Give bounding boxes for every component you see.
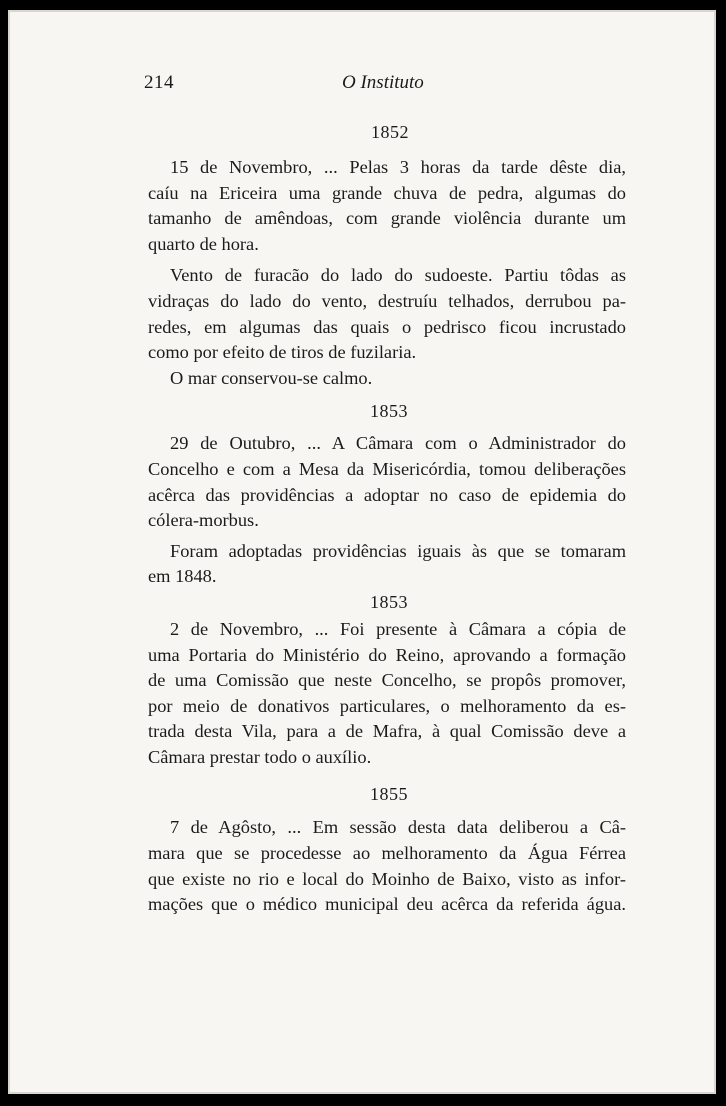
- text-line: em 1848.: [148, 566, 217, 587]
- entry-paragraph: [148, 539, 626, 590]
- page-header: [144, 72, 624, 98]
- text-line: quarto de hora.: [148, 233, 259, 254]
- text-line: cólera-morbus.: [148, 510, 259, 531]
- book-page: [8, 10, 716, 1094]
- text-line: 29 de Outubro, ... A Câmara com o Administrador do: [170, 433, 626, 454]
- entry-paragraph: [148, 263, 626, 365]
- text-line: Câmara prestar todo o auxílio.: [148, 746, 372, 767]
- text-line: Foram adoptadas providências iguais às que se tomaram: [170, 540, 626, 561]
- text-line: acêrca das providências a adoptar no caso de epidemia do: [148, 484, 626, 505]
- year-heading: 1853: [370, 591, 408, 612]
- entry-paragraph: [148, 366, 626, 392]
- page-body: [148, 120, 626, 918]
- year-heading: 1852: [371, 122, 409, 142]
- text-line: por meio de donativos particulares, o melhoramento da es-: [148, 695, 626, 716]
- entry-paragraph: [148, 431, 626, 533]
- entry-paragraph: [148, 617, 626, 771]
- text-line: trada desta Vila, para a de Mafra, à qual Comissão deve a: [148, 721, 626, 742]
- text-line: vidraças do lado do vento, destruíu telhados, derrubou pa-: [148, 290, 626, 311]
- text-line: 2 de Novembro, ... Foi presente à Câmara a cópia de: [170, 618, 626, 639]
- text-line: tamanho de amêndoas, com grande violência durante um: [148, 208, 626, 229]
- text-line: redes, em algumas das quais o pedrisco ficou incrustado: [148, 316, 626, 337]
- entry-paragraph: [148, 155, 626, 257]
- chronicle-entry-1852: [148, 120, 626, 391]
- text-line: Vento de furacão do lado do sudoeste. Partiu tôdas as: [170, 265, 626, 286]
- text-line: caíu na Ericeira uma grande chuva de pedra, algumas do: [148, 182, 626, 203]
- text-line: Concelho e com a Mesa da Misericórdia, tomou deliberações: [148, 458, 626, 479]
- text-line: 7 de Agôsto, ... Em sessão desta data deliberou a Câ-: [170, 817, 626, 838]
- entry-paragraph: [148, 815, 626, 917]
- chronicle-entry-1855: [148, 782, 626, 917]
- chronicle-entry-1853-november: [148, 590, 626, 771]
- text-line: que existe no rio e local do Moinho de Baixo, visto as infor-: [148, 868, 626, 889]
- text-line: 15 de Novembro, ... Pelas 3 horas da tarde dêste dia,: [170, 157, 626, 177]
- chronicle-entry-1853-october: [148, 399, 626, 590]
- text-line: mações que o médico municipal deu acêrca da referida água.: [148, 894, 626, 915]
- text-line: O mar conservou-se calmo.: [170, 367, 373, 388]
- running-title: O Instituto: [342, 72, 424, 93]
- year-heading: 1855: [370, 784, 408, 805]
- text-line: de uma Comissão que neste Concelho, se propôs promover,: [148, 670, 626, 691]
- year-heading: 1853: [370, 401, 408, 422]
- text-line: mara que se procedesse ao melhoramento da Água Férrea: [148, 843, 626, 864]
- text-line: como por efeito de tiros de fuzilaria.: [148, 342, 417, 363]
- text-line: uma Portaria do Ministério do Reino, aprovando a formação: [148, 644, 626, 665]
- page-number: 214: [144, 72, 174, 93]
